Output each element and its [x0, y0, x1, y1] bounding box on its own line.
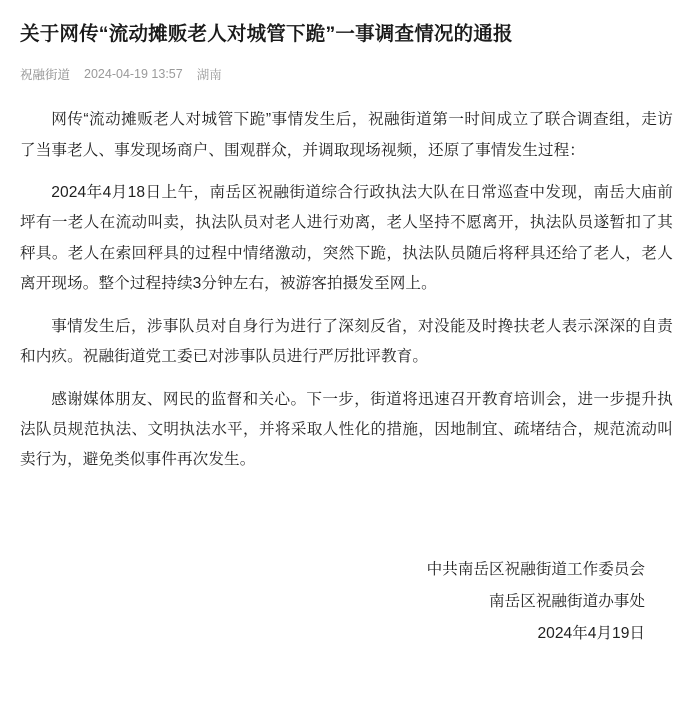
- article-paragraph: 事情发生后，涉事队员对自身行为进行了深刻反省，对没能及时搀扶老人表示深深的自责和内疚。祝融街道党工委已对涉事队员进行严厉批评教育。: [20, 317, 673, 366]
- signature-office: 南岳区祝融街道办事处: [489, 592, 645, 610]
- article-paragraph: 感谢媒体朋友、网民的监督和关心。下一步，街道将迅速召开教育培训会，进一步提升执法队员规范执法、文明执法水平，并将采取人性化的措施，因地制宜、疏堵结合，规范流动叫卖行为，避免类似事件再次发生。: [20, 390, 673, 469]
- article-body: [20, 105, 673, 475]
- meta-timestamp: 2024-04-19 13:57: [84, 67, 183, 82]
- article-signature: [20, 554, 673, 650]
- signature-date: 2024年4月19日: [537, 624, 645, 642]
- article-meta: [20, 65, 673, 83]
- page-title: 关于网传“流动摊贩老人对城管下跪”一事调查情况的通报: [20, 23, 513, 45]
- article-paragraph: 网传“流动摊贩老人对城管下跪”事情发生后，祝融街道第一时间成立了联合调查组，走访了当事老人、事发现场商户、围观群众，并调取现场视频，还原了事情发生过程：: [20, 111, 673, 159]
- article-paragraph: 2024年4月18日上午，南岳区祝融街道综合行政执法大队在日常巡查中发现，南岳大庙前坪有一老人在流动叫卖，执法队员对老人进行劝离，老人坚持不愿离开，执法队员遂暂扣了其秤具。老人在索回秤具的过程中情绪激动，突然下跪，执法队员随后将秤具还给了老人，老人离开现场。整个过程持续3分钟左右，被游客拍摄发至网上。: [20, 184, 673, 293]
- signature-organization: 中共南岳区祝融街道工作委员会: [426, 560, 645, 578]
- meta-source[interactable]: 祝融街道: [20, 68, 71, 83]
- meta-location: 湖南: [196, 68, 222, 83]
